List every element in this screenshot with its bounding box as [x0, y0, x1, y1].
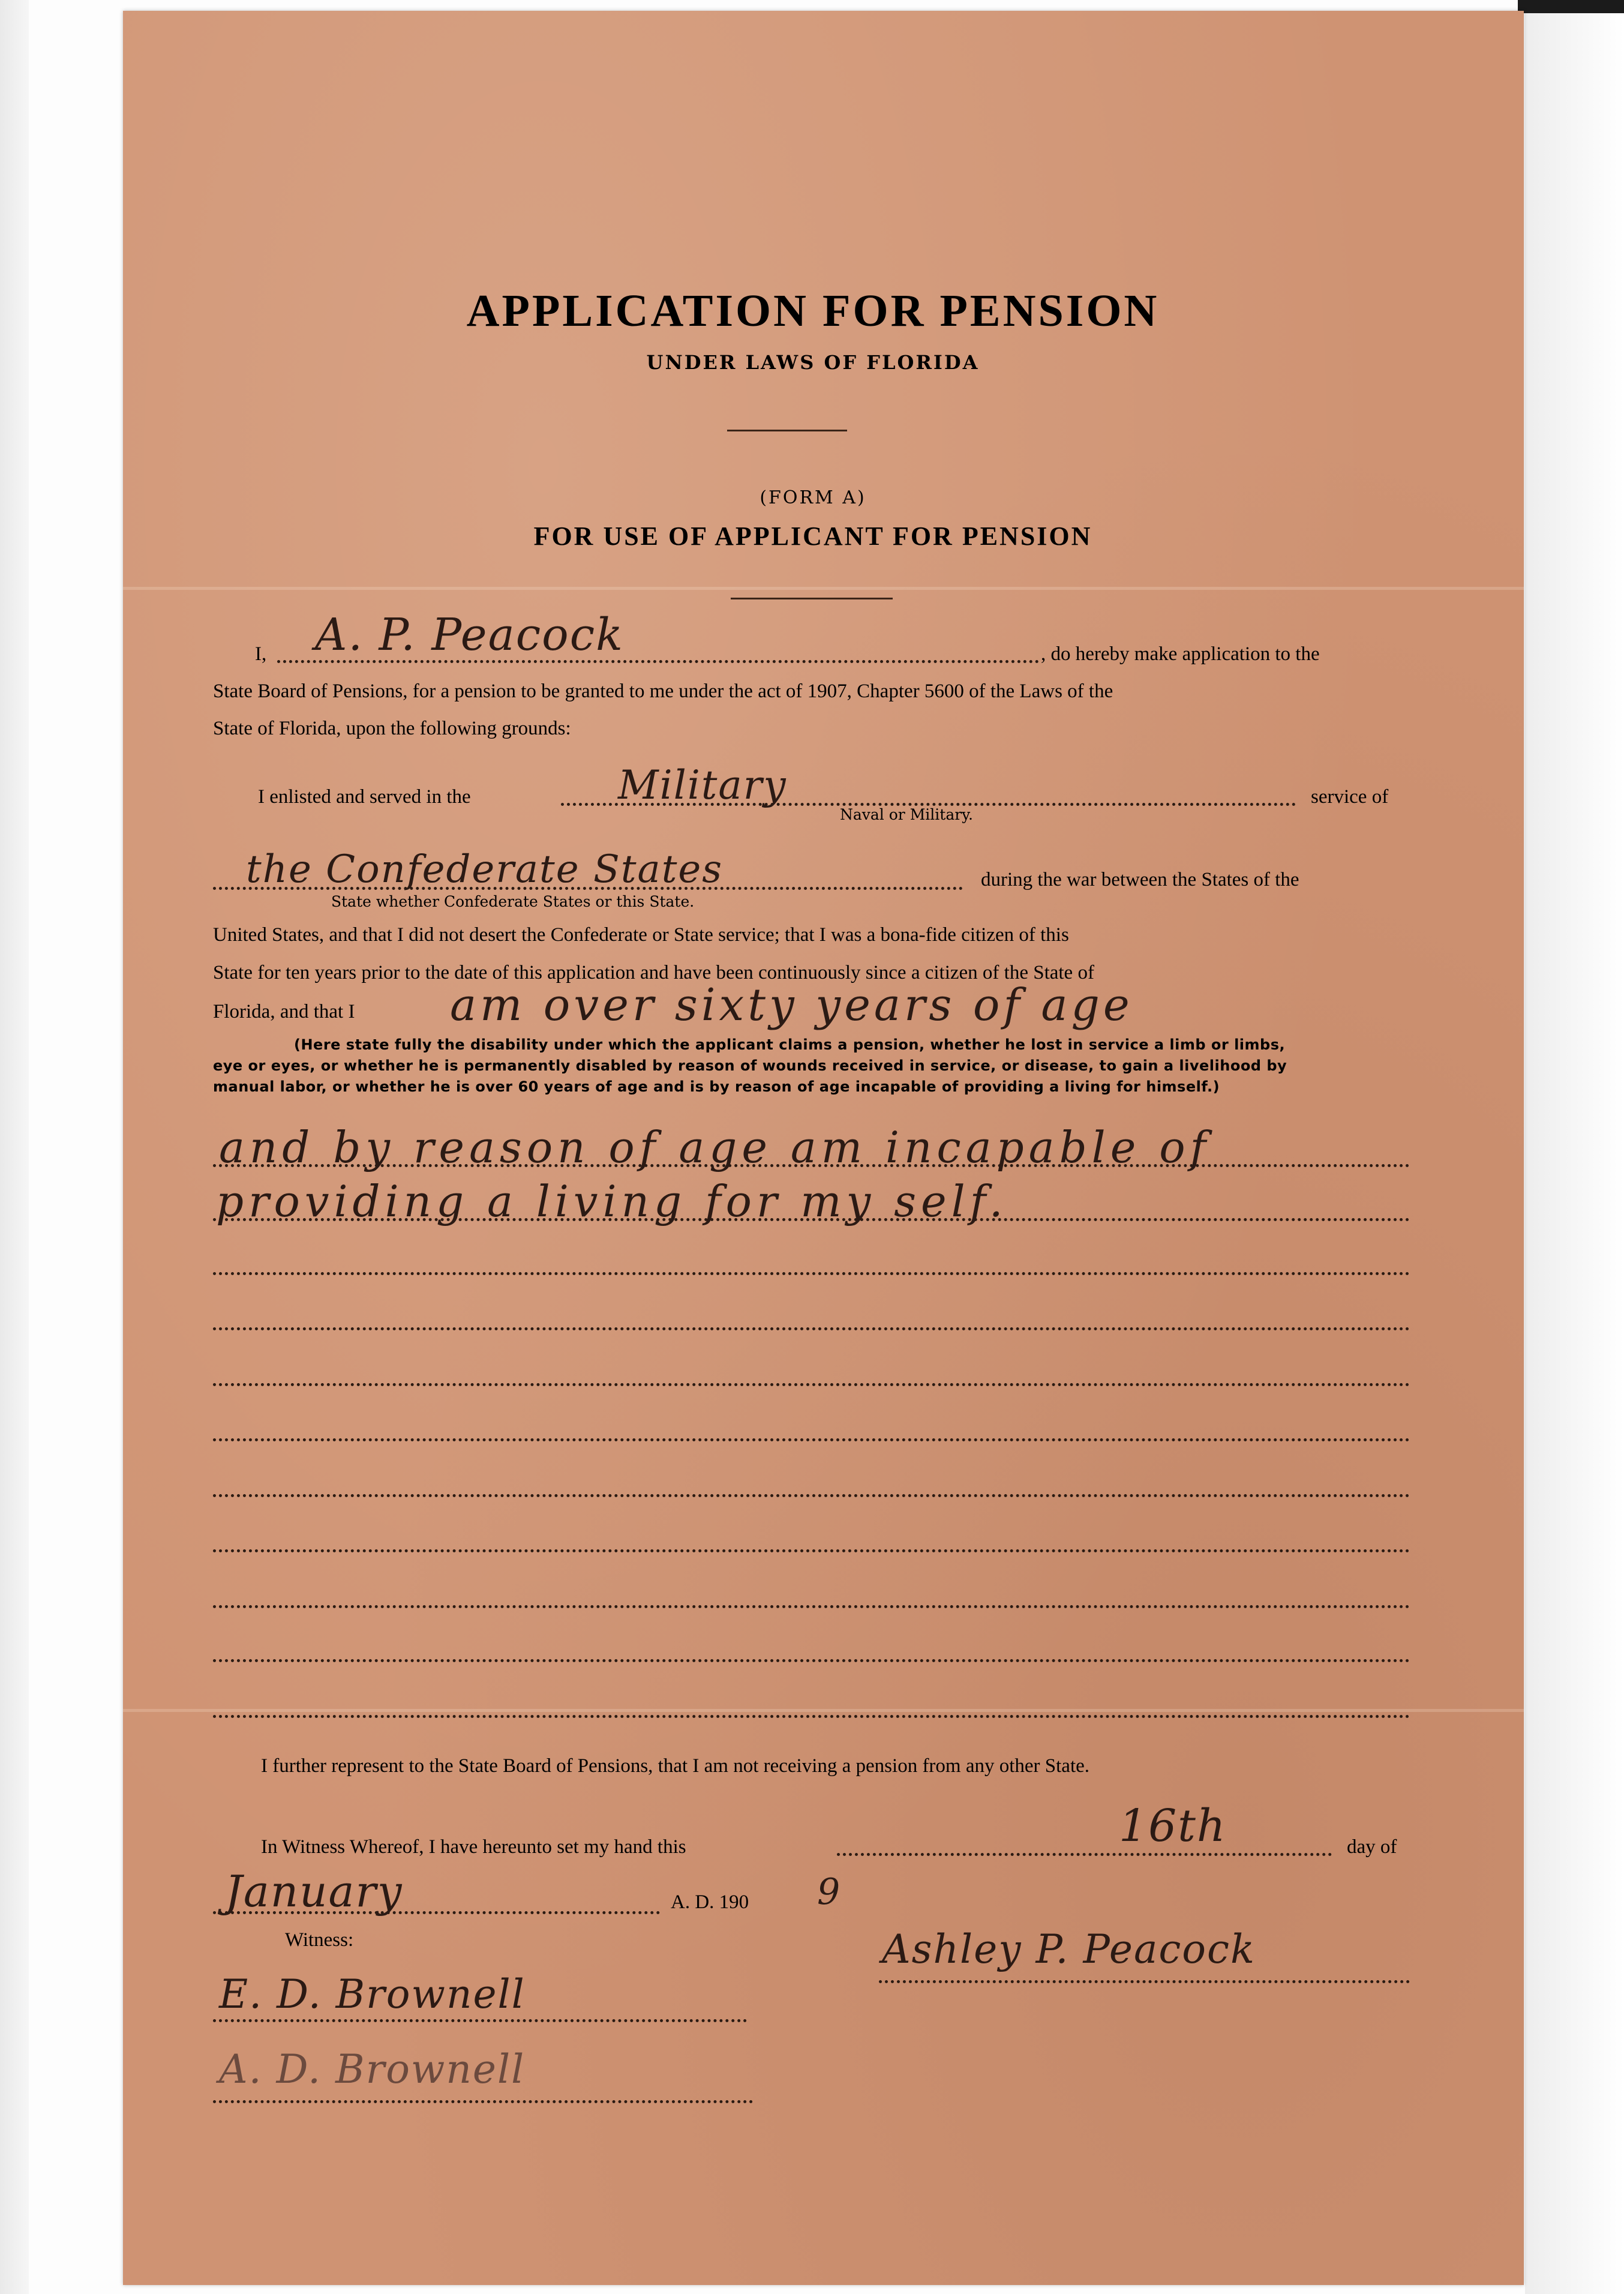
disability-line-6 — [213, 1438, 1410, 1441]
document-title: APPLICATION FOR PENSION — [466, 286, 1160, 336]
disability-line-11 — [213, 1715, 1410, 1718]
fold-crease-upper — [123, 587, 1524, 590]
witness-2-line — [213, 2100, 753, 2103]
disability-handwritten-line-2: and by reason of age am incapable of — [219, 1122, 1211, 1173]
service-state-caption: State whether Confederate States or this State. — [331, 893, 695, 910]
witness-whereof-prefix: In Witness Whereof, I have hereunto set my hand this — [261, 1836, 686, 1858]
document-subtitle: UNDER LAWS OF FLORIDA — [646, 351, 980, 374]
day-field — [837, 1853, 1332, 1856]
disability-line-10 — [213, 1659, 1410, 1662]
scanner-edge-left — [0, 0, 29, 2294]
service-branch-caption: Naval or Military. — [840, 806, 973, 823]
body-line-1: United States, and that I did not desert the Confederate or State service; that I was a bona-fide citizen of this — [213, 924, 1069, 946]
witness-label: Witness: — [285, 1929, 354, 1951]
form-purpose: FOR USE OF APPLICANT FOR PENSION — [533, 521, 1092, 551]
divider-rule-upper — [727, 430, 847, 431]
witness-1-signature: E. D. Brownell — [219, 1971, 526, 2017]
body-line-3-prefix: Florida, and that I — [213, 1001, 355, 1022]
intro-prefix: I, — [255, 643, 267, 665]
witness-1-line — [213, 2019, 747, 2022]
divider-rule-lower — [731, 598, 893, 599]
instruction-note-line-1: (Here state fully the disability under which the applicant claims a pension, whether he lost in service a limb or limbs, — [294, 1036, 1286, 1053]
represent-statement: I further represent to the State Board of Pensions, that I am not receiving a pension from any other State. — [261, 1755, 1090, 1777]
service-branch-handwritten: Military — [618, 762, 787, 808]
witness-2-signature: A. D. Brownell — [219, 2046, 526, 2092]
scan-shadow — [1518, 0, 1624, 13]
service-suffix: service of — [1311, 786, 1389, 808]
disability-line-3 — [213, 1272, 1410, 1275]
disability-handwritten-line-3: providing a living for my self. — [216, 1176, 1008, 1227]
instruction-note-line-2: eye or eyes, or whether he is permanently disabled by reason of wounds received in service, or disease, to gain a livelihood by — [213, 1057, 1287, 1074]
year-digit-handwritten: 9 — [817, 1871, 842, 1913]
intro-line-2: State Board of Pensions, for a pension to be granted to me under the act of 1907, Chapter 5600 of the Laws of the — [213, 680, 1113, 702]
year-label: A. D. 190 — [671, 1891, 749, 1913]
day-suffix: day of — [1347, 1836, 1397, 1858]
disability-handwritten-line-1: am over sixty years of age — [450, 979, 1133, 1031]
body-line-2: State for ten years prior to the date of this application and have been continuously since a citizen of the State of — [213, 962, 1094, 983]
form-label: (FORM A) — [760, 487, 866, 508]
disability-line-5 — [213, 1383, 1410, 1386]
disability-line-9 — [213, 1605, 1410, 1608]
disability-line-4 — [213, 1327, 1410, 1330]
disability-line-8 — [213, 1549, 1410, 1552]
service-state-suffix: during the war between the States of the — [981, 869, 1299, 890]
instruction-note-line-3: manual labor, or whether he is over 60 years of age and is by reason of age incapable of providing a living for himself.) — [213, 1078, 1220, 1095]
applicant-name-handwritten: A. P. Peacock — [315, 609, 624, 661]
applicant-signature: Ashley P. Peacock — [882, 1926, 1256, 1972]
disability-line-7 — [213, 1494, 1410, 1497]
scanner-edge-right — [1525, 0, 1624, 2294]
applicant-signature-line — [879, 1980, 1410, 1983]
intro-suffix: , do hereby make application to the — [1041, 643, 1320, 665]
day-handwritten: 16th — [1119, 1800, 1227, 1852]
fold-crease-lower — [123, 1709, 1524, 1712]
intro-line-3: State of Florida, upon the following grounds: — [213, 718, 571, 739]
service-state-handwritten: the Confederate States — [246, 847, 724, 892]
service-prefix: I enlisted and served in the — [258, 786, 471, 808]
month-handwritten: January — [225, 1866, 403, 1917]
